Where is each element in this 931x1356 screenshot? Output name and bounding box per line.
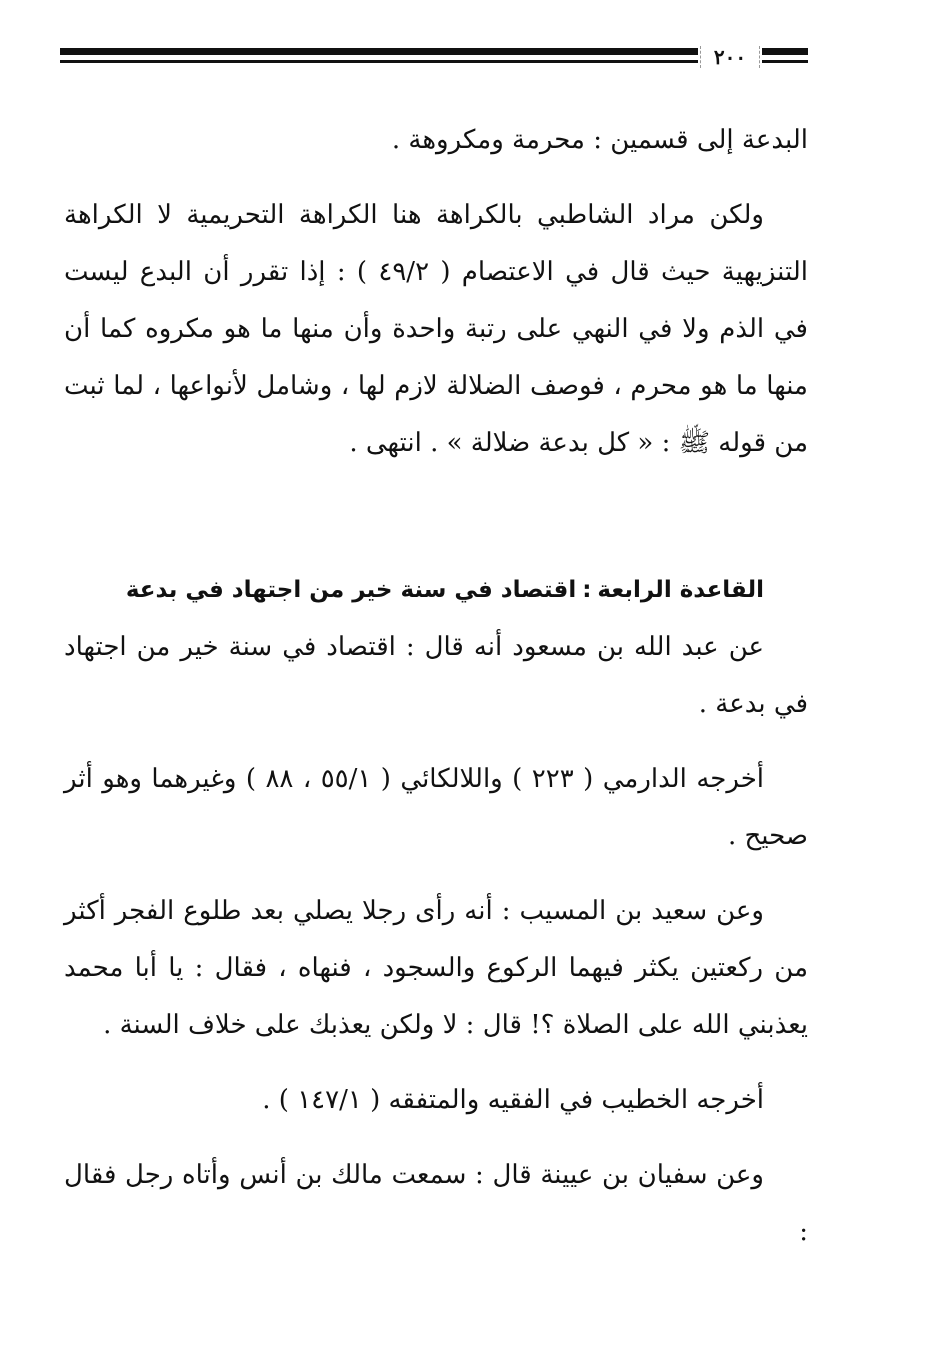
paragraph-citation-darimi: أخرجه الدارمي ( ٢٢٣ ) واللالكائي ( ٥٥/١ ، ٨٨ ) وغيرهما وهو أثر صحيح . (64, 764, 808, 851)
paragraph-ibn-masud: عن عبد الله بن مسعود أنه قال : اقتصاد في سنة خير من اجتهاد في بدعة . (64, 632, 808, 719)
page-header (60, 40, 808, 74)
paragraph-said-musayyib: وعن سعيد بن المسيب : أنه رأى رجلا يصلي بعد طلوع الفجر أكثر من ركعتين يكثر فيهما الركوع والسجود ، فنهاه ، فقال : يا أبا محمد يعذبني الله على الصلاة ؟! قال : لا ولكن يعذبك على خلاف السنة . (64, 896, 808, 1040)
section-label: القاعدة الرابعة (597, 577, 764, 603)
page-body (64, 112, 808, 1261)
paragraph-continuation: البدعة إلى قسمين : محرمة ومكروهة . (391, 125, 808, 155)
page-number: ٢٠٠ (700, 40, 760, 74)
paragraph-shatibi: ولكن مراد الشاطبي بالكراهة هنا الكراهة التحريمية لا الكراهة التنزيهية حيث قال في الاعتصام ( ٤٩/٢ ) : إذا تقرر أن البدع ليست في الذم ولا في النهي على رتبة واحدة وأن منها ما هو مكروه كما أن منها ما هو محرم ، فوصف الضلالة لازم لها ، وشامل لأنواعها ، لما ثبت من قوله ﷺ : « كل بدعة ضلالة » . انتهى . (64, 200, 808, 458)
section-heading (64, 562, 808, 619)
paragraph-citation-khatib: أخرجه الخطيب في الفقيه والمتفقه ( ١٤٧/١ ) . (262, 1085, 764, 1115)
header-rule-left (60, 48, 698, 63)
section-title: اقتصاد في سنة خير من اجتهاد في بدعة (125, 577, 577, 603)
header-rule-right (762, 48, 808, 63)
paragraph-sufyan: وعن سفيان بن عيينة قال : سمعت مالك بن أنس وأتاه رجل فقال : (64, 1160, 808, 1247)
section-separator: : (582, 577, 592, 603)
